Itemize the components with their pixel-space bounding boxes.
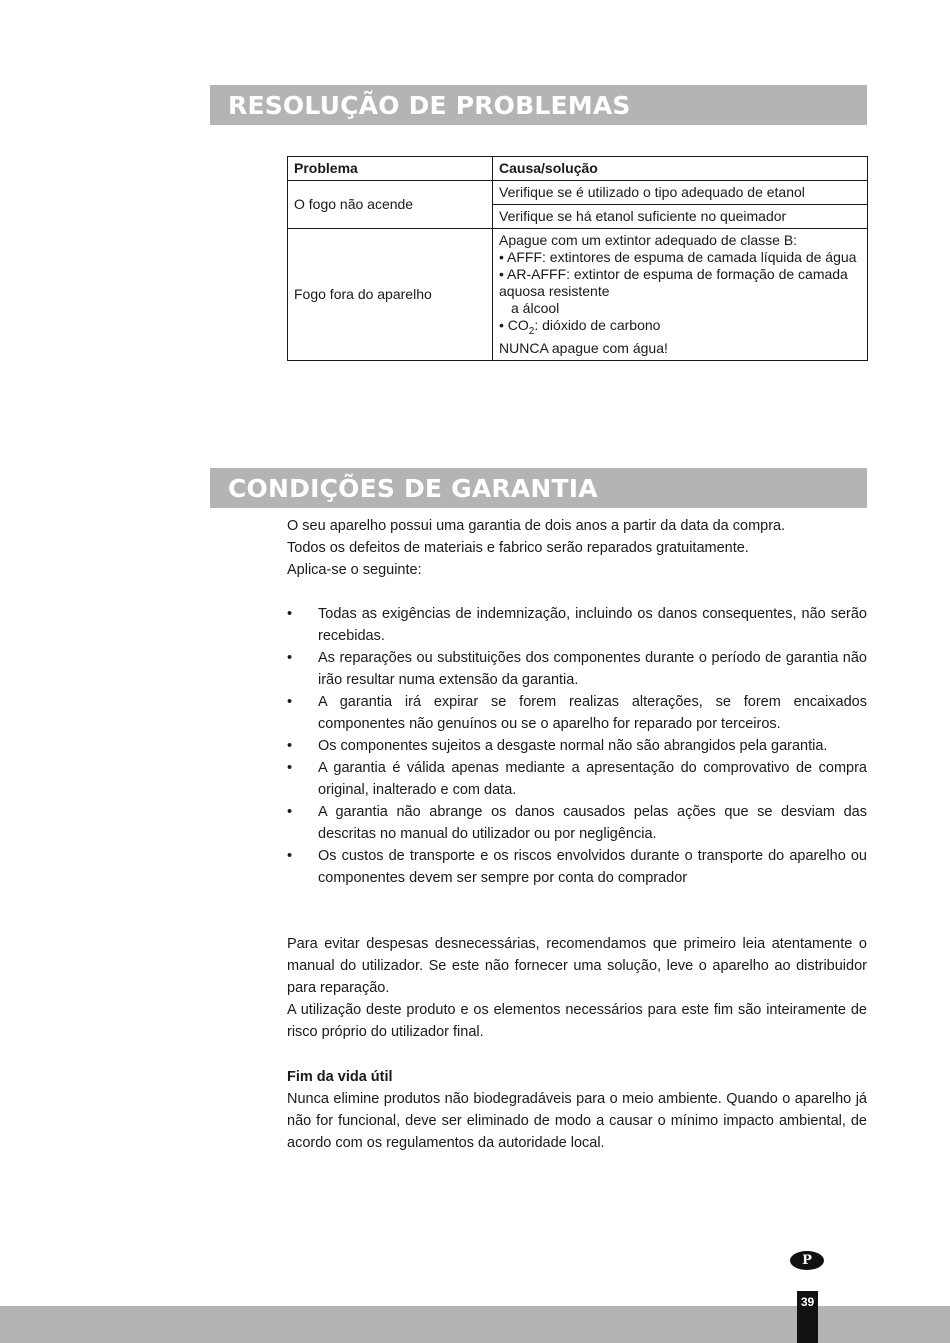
table-row xyxy=(288,229,868,361)
bullet-icon: • xyxy=(287,694,293,710)
list-item xyxy=(287,845,867,889)
bullet-icon: • xyxy=(287,848,293,864)
header-cause: Causa/solução xyxy=(493,157,868,181)
solution-line: • AFFF: extintores de espuma de camada líquida de água xyxy=(499,249,857,265)
intro-line: Aplica-se o seguinte: xyxy=(287,562,422,578)
list-item xyxy=(287,691,867,735)
list-item-text: Os custos de transporte e os riscos envolvidos durante o transporte do aparelho ou componentes devem ser sempre por conta do comprador xyxy=(318,848,867,886)
list-item-text: A garantia não abrange os danos causados pelas ações que se desviam das descritas no manual do utilizador ou por negligência. xyxy=(318,804,867,842)
co2-subscript: 2 xyxy=(528,325,535,337)
list-item-text: A garantia irá expirar se forem realizas alterações, se forem encaixados componentes não genuínos ou se o aparelho for reparado por terceiros. xyxy=(318,694,867,732)
end-of-life-section xyxy=(287,1066,867,1154)
bullet-icon: • xyxy=(287,738,293,754)
page-number: 39 xyxy=(797,1291,818,1343)
bullet-icon: • xyxy=(287,650,293,666)
language-badge: P xyxy=(790,1251,824,1270)
co2-prefix: • CO xyxy=(499,317,529,333)
list-item xyxy=(287,603,867,647)
list-item xyxy=(287,757,867,801)
warranty-outro xyxy=(287,933,867,1043)
intro-line: O seu aparelho possui uma garantia de dois anos a partir da data da compra. xyxy=(287,518,786,534)
list-item-text: Todas as exigências de indemnização, incluindo os danos consequentes, não serão recebidas. xyxy=(318,606,867,644)
solution-line-co2 xyxy=(499,317,861,340)
row2-problem: Fogo fora do aparelho xyxy=(288,229,493,361)
bullet-icon: • xyxy=(287,760,293,776)
table-header-row xyxy=(288,157,868,181)
list-item xyxy=(287,801,867,845)
intro-line: Todos os defeitos de materiais e fabrico serão reparados gratuitamente. xyxy=(287,540,749,556)
table-row xyxy=(288,181,868,205)
solution-line: a álcool xyxy=(511,300,560,316)
end-of-life-title: Fim da vida útil xyxy=(287,1069,393,1085)
end-of-life-text: Nunca elimine produtos não biodegradáveis para o meio ambiente. Quando o aparelho já não for funcional, deve ser eliminado de modo a causar o mínimo impacto ambiental, de acordo com os regulamentos da autoridade local. xyxy=(287,1091,867,1151)
solution-line: NUNCA apague com água! xyxy=(499,339,668,356)
warranty-title: CONDIÇÕES DE GARANTIA xyxy=(228,473,598,503)
warranty-conditions-list xyxy=(287,603,867,889)
list-item xyxy=(287,647,867,691)
warranty-intro xyxy=(287,515,867,581)
header-problem: Problema xyxy=(288,157,493,181)
list-item-text: As reparações ou substituições dos componentes durante o período de garantia não irão resultar numa extensão da garantia. xyxy=(318,650,867,688)
row1-solution-a: Verifique se é utilizado o tipo adequado de etanol xyxy=(493,181,868,205)
list-item-text: Os componentes sujeitos a desgaste normal não são abrangidos pela garantia. xyxy=(318,738,828,754)
row1-problem: O fogo não acende xyxy=(288,181,493,229)
list-item-text: A garantia é válida apenas mediante a apresentação do comprovativo de compra original, inalterado e com data. xyxy=(318,760,867,798)
troubleshooting-title: RESOLUÇÃO DE PROBLEMAS xyxy=(228,90,631,120)
solution-line: Apague com um extintor adequado de classe B: xyxy=(499,232,798,248)
bullet-icon: • xyxy=(287,804,293,820)
warranty-section-header xyxy=(210,468,867,508)
co2-suffix: : dióxido de carbono xyxy=(534,317,661,333)
row1-solution-b: Verifique se há etanol suficiente no queimador xyxy=(493,205,868,229)
bullet-icon: • xyxy=(287,606,293,622)
solution-line: • AR-AFFF: extintor de espuma de formação de camada aquosa resistente xyxy=(499,266,848,299)
outro-paragraph: Para evitar despesas desnecessárias, recomendamos que primeiro leia atentamente o manual do utilizador. Se este não fornecer uma solução, leve o aparelho ao distribuidor para reparação. xyxy=(287,936,867,996)
troubleshooting-section-header xyxy=(210,85,867,125)
list-item xyxy=(287,735,867,757)
troubleshooting-table xyxy=(287,156,868,361)
outro-paragraph: A utilização deste produto e os elementos necessários para este fim são inteiramente de risco próprio do utilizador final. xyxy=(287,1002,867,1040)
row2-solution xyxy=(493,229,868,361)
